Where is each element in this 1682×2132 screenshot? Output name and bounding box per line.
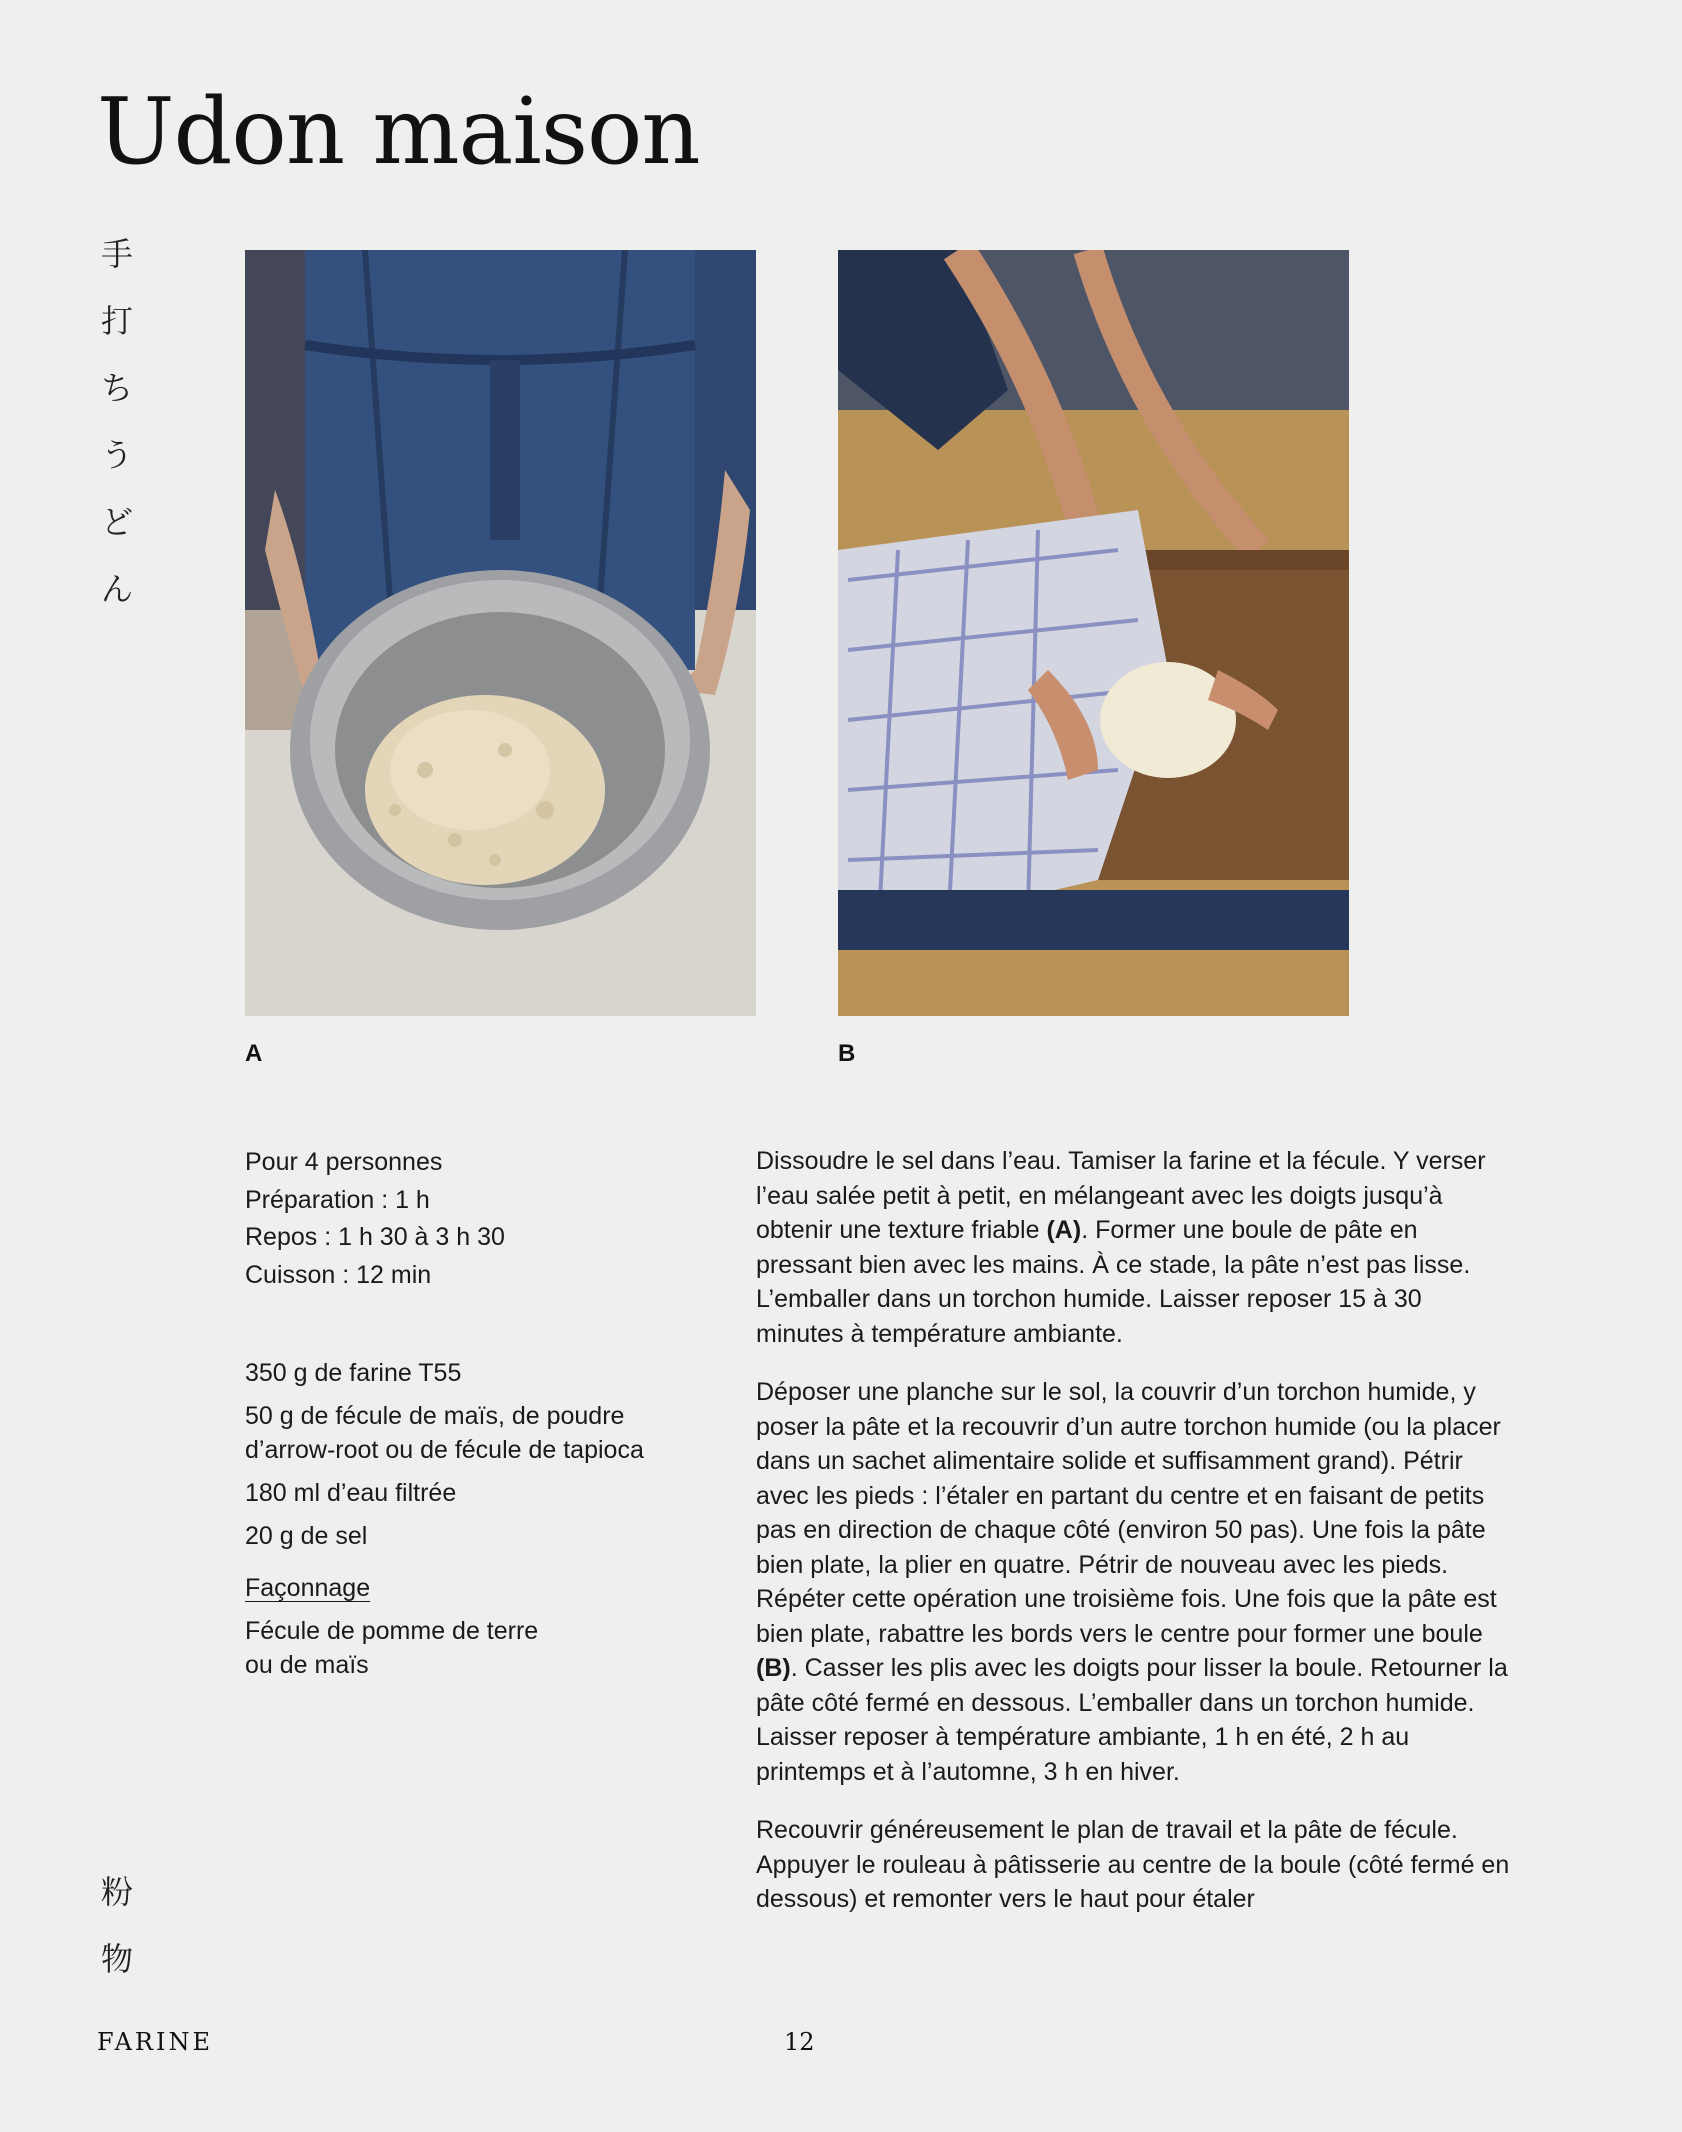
photo-b-label: B <box>838 1040 856 1067</box>
servings: Pour 4 personnes <box>245 1148 443 1176</box>
kana-char: 手 <box>100 235 133 273</box>
method-paragraph <box>756 1144 1516 1351</box>
ingredient-item: 180 ml d’eau filtrée <box>245 1479 457 1507</box>
ingredients-list <box>245 1356 685 1682</box>
recipe-meta <box>245 1144 685 1294</box>
kana-char: 粉 <box>100 1873 133 1911</box>
ingredient-item: 20 g de sel <box>245 1522 368 1550</box>
kana-char: ん <box>100 570 133 608</box>
ingredient-item: 350 g de farine T55 <box>245 1359 462 1387</box>
kana-char: う <box>100 436 133 474</box>
kana-char: ど <box>100 503 133 541</box>
shaping-heading: Façonnage <box>245 1574 371 1602</box>
photo-a-label: A <box>245 1040 263 1067</box>
method-text-run: Dissoudre le sel dans l’eau. Tamiser la farine et la fécule. Y verser l’eau salée petit à petit, en mélangeant avec les doigts jusqu’à obtenir une texture friable <box>756 1147 1486 1244</box>
dough-bowl-illustration <box>245 250 756 1016</box>
japanese-title-vertical <box>97 235 137 640</box>
photo-b-shaping-dough <box>838 250 1349 1016</box>
shaping-dough-illustration <box>838 250 1349 1016</box>
method-text-run: . Casser les plis avec les doigts pour lisser la boule. Retourner la pâte côté fermé en dessous. L’emballer dans un torchon humide. Laisser reposer à température ambiante, 1 h en été, 2 h au printemps et à l’automne, 3 h en hiver. <box>756 1654 1508 1786</box>
rest-time: Repos : 1 h 30 à 3 h 30 <box>245 1223 505 1251</box>
ingredient-item: 50 g de fécule de maïs, de poudre d’arrow-root ou de fécule de tapioca <box>245 1402 644 1464</box>
kana-char: 打 <box>100 302 133 340</box>
method-text-run: Recouvrir généreusement le plan de travail et la pâte de fécule. Appuyer le rouleau à pâtisserie au centre de la boule (côté fermé en dessous) et remonter vers le haut pour étaler <box>756 1816 1510 1913</box>
method-paragraph <box>756 1813 1516 1917</box>
method-paragraph <box>756 1375 1516 1789</box>
kana-char: ち <box>100 369 133 407</box>
method-text-run: . Former une boule de pâte en pressant bien avec les mains. À ce stade, la pâte n’est pas lisse. L’emballer dans un torchon humide. Laisser reposer 15 à 30 minutes à température ambiante. <box>756 1216 1471 1348</box>
cook-time: Cuisson : 12 min <box>245 1260 432 1289</box>
photo-ref: (A) <box>1046 1216 1082 1244</box>
japanese-section-vertical <box>97 1873 137 2010</box>
shaping-text: Fécule de pomme de terre ou de maïs <box>245 1617 539 1679</box>
method-text <box>756 1144 1516 1941</box>
kana-char: 物 <box>100 1940 133 1978</box>
photo-ref: (B) <box>756 1654 791 1682</box>
page-title: Udon maison <box>97 78 700 185</box>
prep-time: Préparation : 1 h <box>245 1185 430 1214</box>
book-section-name: FARINE <box>97 2028 213 2056</box>
page-number: 12 <box>784 2028 815 2056</box>
photo-a-dough-bowl <box>245 250 756 1016</box>
method-text-run: Déposer une planche sur le sol, la couvrir d’un torchon humide, y poser la pâte et la recouvrir d’un autre torchon humide (ou la placer dans un sachet alimentaire solide et suffisamment grand). Pétrir avec les pieds : l’étaler en partant du centre et en faisant de petits pas en direction de chaque côté (environ 50 pas). Une fois la pâte bien plate, la plier en quatre. Pétrir de nouveau avec les pieds. Répéter cette opération une troisième fois. Une fois que la pâte est bien plate, rabattre les bords vers le centre pour former une boule <box>756 1378 1501 1648</box>
